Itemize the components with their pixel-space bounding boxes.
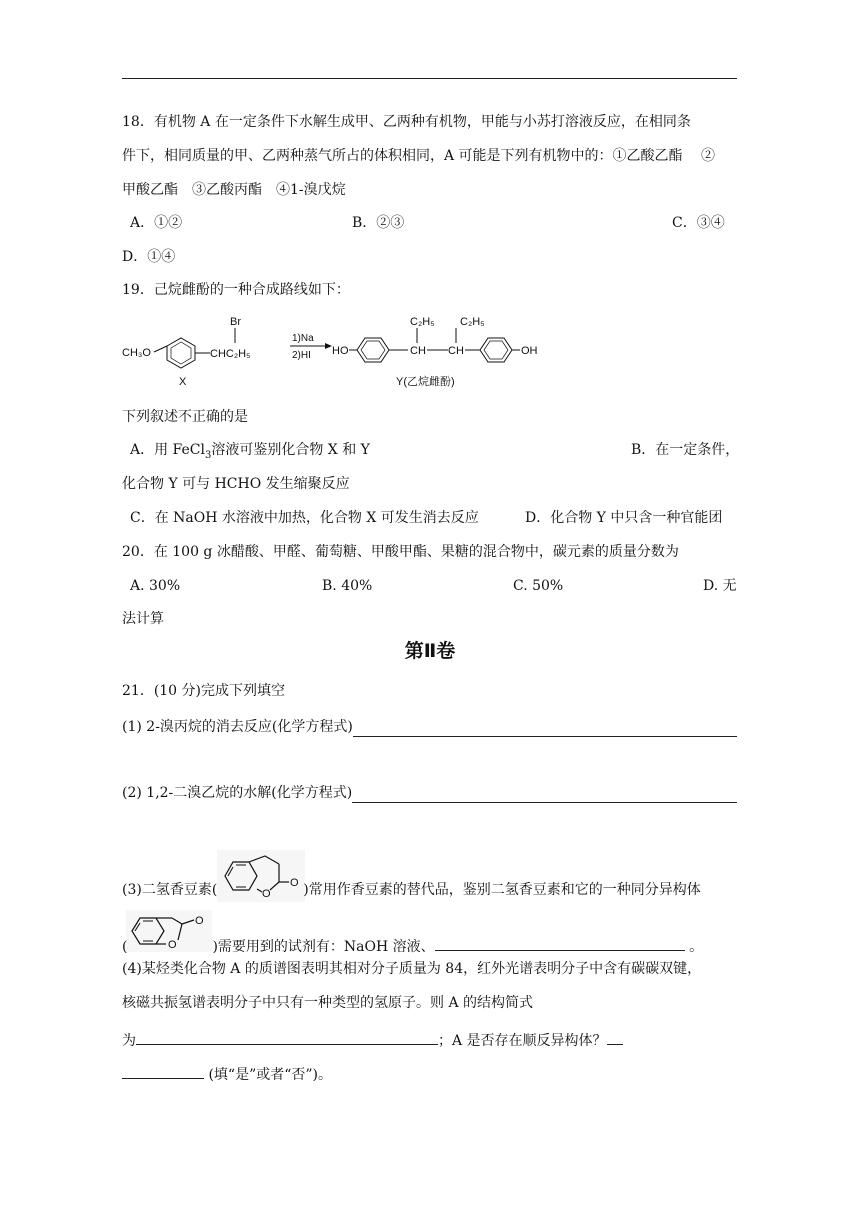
- y-benzene-ring-left: [357, 338, 389, 362]
- q19-synthesis-scheme: [120, 313, 560, 391]
- answer-blank-5a[interactable]: [607, 1030, 623, 1045]
- q21-stem: 21．(10 分)完成下列填空: [122, 683, 286, 699]
- header-rule: [122, 78, 737, 79]
- q20-option-d-end: 法计算: [122, 611, 164, 627]
- answer-blank-2[interactable]: [352, 788, 737, 803]
- q18-option-d: D．①④: [122, 249, 176, 265]
- q19-option-d: D．化合物 Y 中只含一种官能团: [525, 510, 723, 526]
- q20-stem: 20．在 100 g 冰醋酸、甲醛、葡萄糖、甲酸甲酯、果糖的混合物中，碳元素的质量分数为: [122, 544, 679, 560]
- svg-text:O: O: [262, 888, 271, 900]
- q21-part3-line2: ( )需要用到的试剂有：NaOH 溶液、 。: [122, 936, 703, 957]
- q20-option-a: A. 30%: [130, 578, 181, 594]
- y-compound-label: Y(乙烷雌酚): [396, 376, 455, 388]
- x-chain-label: CHC₂H₅: [210, 348, 251, 360]
- q21-part4-line2: 核磁共振氢谱表明分子中只有一种类型的氢原子。则 A 的结构简式: [122, 995, 534, 1011]
- q18-option-a: A．①②: [130, 215, 183, 231]
- q21-part4-line1: (4)某烃类化合物 A 的质谱图表明其相对分子质量为 84，红外光谱表明分子中含有碳碳双键，: [122, 961, 702, 977]
- q21-part3-line1: (3)二氢香豆素( )常用作香豆素的替代品，鉴别二氢香豆素和它的一种同分异构体: [122, 882, 701, 898]
- answer-blank-4[interactable]: [136, 1030, 438, 1045]
- q18-line1: 18．有机物 A 在一定条件下水解生成甲、乙两种有机物，甲能与小苏打溶液反应，在相同条: [122, 114, 691, 130]
- arrow-reagent-2: 2)HI: [292, 350, 311, 361]
- y-ethyl-a: C₂H₅: [410, 316, 435, 328]
- answer-blank-1[interactable]: [353, 722, 737, 737]
- y-ch-b: CH: [448, 345, 464, 357]
- x-compound-label: X: [179, 376, 187, 388]
- q18-option-b: B．②③: [352, 215, 405, 231]
- q21-part4-line3: 为 ；A 是否存在顺反异构体？: [122, 1030, 737, 1051]
- q18-line3: 甲酸乙酯 ③乙酸丙酯 ④1-溴戊烷: [122, 182, 346, 198]
- q19-option-c: C．在 NaOH 水溶液中加热，化合物 X 可发生消去反应: [130, 510, 479, 526]
- svg-text:O: O: [195, 915, 204, 927]
- x-methoxy-label: CH₃O: [122, 347, 151, 359]
- arrow-reagent-1: 1)Na: [292, 333, 314, 344]
- q19-option-a: A．用 FeCl$_3$溶液可鉴别化合物 X 和 Y: [130, 442, 370, 461]
- x-br-label: Br: [230, 316, 241, 328]
- y-ethyl-b: C₂H₅: [460, 316, 485, 328]
- q19-question: 下列叙述不正确的是: [122, 409, 248, 425]
- svg-text:O: O: [290, 877, 299, 889]
- q20-option-c: C. 50%: [513, 578, 564, 594]
- section-title: 第Ⅱ卷: [404, 640, 456, 662]
- y-ho-left-label: HO: [332, 345, 349, 357]
- y-benzene-ring-right: [480, 338, 512, 362]
- q20-option-b: B. 40%: [322, 578, 373, 594]
- svg-text:O: O: [168, 939, 177, 951]
- answer-blank-5b[interactable]: [122, 1064, 204, 1079]
- q21-part4-line4: (填“是”或者“否”)。: [122, 1064, 737, 1085]
- y-ch-a: CH: [410, 345, 426, 357]
- answer-blank-3[interactable]: [435, 936, 685, 951]
- q19-option-b-start: B．在一定条件，: [631, 442, 740, 458]
- q18-line2: 件下，相同质量的甲、乙两种蒸气所占的体积相同，A 可能是下列有机物中的：①乙酸乙酯 ②: [122, 148, 716, 164]
- q21-part2: (2) 1,2-二溴乙烷的水解(化学方程式): [122, 783, 737, 803]
- q19-option-b-end: 化合物 Y 可与 HCHO 发生缩聚反应: [122, 476, 350, 492]
- q18-option-c: C．③④: [672, 215, 725, 231]
- q19-stem: 19．己烷雌酚的一种合成路线如下：: [122, 282, 350, 298]
- q20-option-d-start: D. 无: [703, 578, 737, 594]
- q21-part1: (1) 2-溴丙烷的消去反应(化学方程式): [122, 717, 737, 737]
- y-oh-right-label: OH: [521, 345, 538, 357]
